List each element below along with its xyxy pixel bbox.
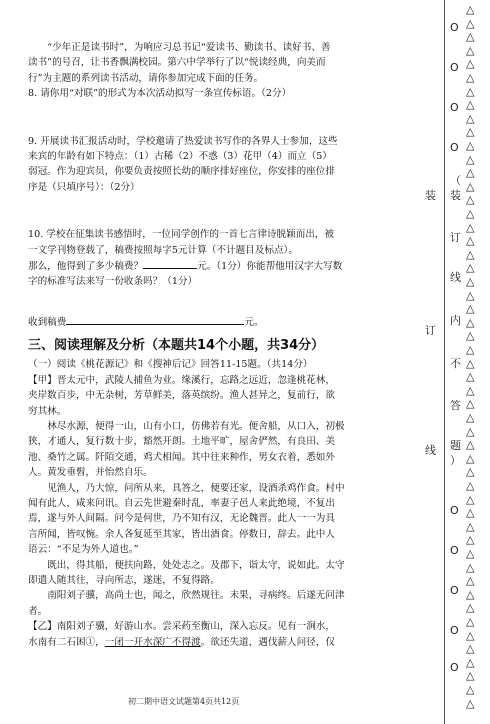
triangle-mark: △ — [466, 465, 475, 478]
triangle-mark: △ — [466, 574, 475, 587]
triangle-mark: △ — [466, 98, 475, 111]
fee-answer-blank[interactable] — [143, 258, 197, 269]
triangle-mark: △ — [466, 357, 475, 370]
q9-line: 弱冠。作为迎宾员，你要负责按照长幼的顺序排好座位，你安排的座位排 — [28, 166, 335, 178]
hole-mark: O — [450, 61, 459, 74]
gutter-char: （ — [450, 174, 461, 187]
triangle-mark: △ — [466, 397, 475, 410]
passage-line: 水南有二石困①，一闭一开水深广不得渡。欲还失道，遇伐薪人问径，仅 — [28, 636, 335, 648]
question-10 — [28, 227, 410, 290]
subsection-title: （一）阅读《桃花源记》和《搜神后记》回答11-15题。（共14分） — [28, 359, 313, 371]
triangle-mark: △ — [466, 629, 475, 642]
passage-line: 【甲】晋太元中，武陵人捕鱼为业。缘溪行，忘路之远近，忽逢桃花林， — [28, 374, 335, 386]
receipt-line: 收到稿费 元。 — [28, 314, 410, 330]
triangle-mark: △ — [466, 193, 475, 206]
q9-line: 序是（只填序号）：（2分） — [28, 181, 140, 193]
passage-jia — [28, 373, 410, 620]
hole-mark: O — [450, 661, 459, 674]
hole-mark: O — [450, 101, 459, 114]
passage-line: 闻有此人，咸来问讯。自云先世避秦时乱，率妻子邑人来此绝境，不复出 — [28, 497, 335, 509]
triangle-mark: △ — [466, 85, 475, 98]
exam-content — [28, 40, 410, 650]
underlined-sentence: 一闭一开水深广不得渡 — [104, 636, 201, 648]
question-8: 8. 请你用“对联”的形式为本次活动拟写一条宣传标语。（2分） — [28, 88, 292, 100]
gutter-char: 装 — [425, 189, 436, 202]
passage-line: 狭，才通人，复行数十步，豁然开朗。土地平旷，屋舍俨然，有良田、美 — [28, 436, 335, 448]
q10-line: 字的标准写法来写一份收条吗？（1分） — [28, 276, 198, 288]
triangle-mark: △ — [466, 533, 475, 546]
triangle-mark: △ — [466, 166, 475, 179]
q9-line: 9. 开展读书汇报活动时，学校邀请了热爱读书写作的各界人士参加，这些 — [28, 135, 338, 147]
passage-line: 语云：“不足为外人道也。” — [28, 544, 139, 556]
triangle-mark: △ — [466, 370, 475, 383]
q10-line: 那么，他得到了多少稿费？ 元。（1分）你能帮他用汉字大写数 — [28, 258, 410, 274]
triangle-mark: △ — [466, 493, 475, 506]
triangle-mark: △ — [466, 520, 475, 533]
passage-line: 焉，遂与外人间隔。问今是何世，乃不知有汉，无论魏晋。此人一一为具 — [28, 513, 335, 525]
gutter-char: 线 — [450, 271, 461, 284]
passage-line: 人。黄发垂髫，并怡然自乐。 — [28, 467, 153, 479]
passage-line: 南阳刘子骥，高尚士也，闻之，欣然规往。未果，寻病终。后遂无问津 — [47, 590, 345, 602]
hole-mark: O — [450, 584, 459, 597]
triangle-mark: △ — [466, 425, 475, 438]
triangle-mark: △ — [466, 479, 475, 492]
question-9 — [28, 134, 410, 196]
triangle-mark: △ — [466, 683, 475, 696]
gutter-char: 线 — [425, 444, 436, 457]
triangle-mark: △ — [466, 180, 475, 193]
binding-line — [444, 0, 445, 724]
triangle-mark: △ — [466, 452, 475, 465]
triangle-mark: △ — [466, 615, 475, 628]
triangle-mark: △ — [466, 601, 475, 614]
hole-mark: O — [450, 141, 459, 154]
section-title: 三、阅读理解及分析（本题共14个小题，共34分） — [28, 338, 325, 354]
q10-line: 一文学刊物登载了，稿费按照每字5元计算（不计题目及标点）。 — [28, 244, 298, 256]
receipt-answer-blank[interactable] — [66, 314, 244, 325]
triangle-mark: △ — [466, 139, 475, 152]
triangle-mark: △ — [466, 642, 475, 655]
passage-line: 见渔人，乃大惊，问所从来，具答之，便要还家，设酒杀鸡作食。村中 — [47, 482, 345, 494]
passage-line: 穷其林。 — [28, 405, 67, 417]
page-footer: 初二期中语文试题第4页共12页 — [128, 697, 240, 706]
triangle-mark: △ — [466, 71, 475, 84]
triangle-mark: △ — [466, 411, 475, 424]
gutter-char: 不 — [450, 357, 461, 370]
triangle-mark: △ — [466, 669, 475, 682]
triangle-mark: △ — [466, 3, 475, 16]
triangle-mark: △ — [466, 384, 475, 397]
passage-line: 林尽水源，便得一山，山有小口，仿佛若有光。便舍船，从口入，初极 — [47, 420, 345, 432]
hole-mark: O — [450, 624, 459, 637]
gutter-char: 内 — [450, 314, 461, 327]
triangle-mark: △ — [466, 261, 475, 274]
triangle-mark: △ — [466, 275, 475, 288]
intro-line: “少年正是读书时”，为响应习总书记“爱读书、勤读书、读好书、善 — [47, 42, 331, 53]
intro-line: 读书”的号召，让书香飘满校园。第六中学举行了以“悦读经典，向美而 — [28, 57, 326, 69]
triangle-mark: △ — [466, 112, 475, 125]
triangle-mark: △ — [466, 302, 475, 315]
passage-line: 既出，得其船，便扶向路，处处志之。及郡下，诣太守，说如此。太守 — [47, 559, 345, 571]
triangle-mark: △ — [466, 207, 475, 220]
gutter-char: 答 — [450, 399, 461, 412]
passage-line: 者。 — [28, 605, 48, 617]
triangle-mark: △ — [466, 697, 475, 710]
triangle-mark: △ — [466, 153, 475, 166]
triangle-mark: △ — [466, 289, 475, 302]
triangle-mark: △ — [466, 506, 475, 519]
q10-line: 10. 学校在征集读书感悟时，一位同学创作的一首七言律诗脱颖而出，被 — [28, 229, 335, 241]
triangle-mark: △ — [466, 316, 475, 329]
passage-line: 池、桑竹之属。阡陌交通，鸡犬相闻。其中往来种作，男女衣着，悉如外 — [28, 451, 335, 463]
gutter-char: 订 — [450, 231, 461, 244]
triangle-mark: △ — [466, 343, 475, 356]
triangle-mark: △ — [466, 234, 475, 247]
hole-mark: O — [450, 504, 459, 517]
triangle-mark: △ — [466, 44, 475, 57]
passage-line: 【乙】南阳刘子骥，好游山水。尝采药至衡山，深入忘反。见有一涧水， — [28, 621, 335, 633]
passage-line: 言所闻，皆叹惋。余人各复延至其家，皆出酒食。停数日，辞去。此中人 — [28, 528, 335, 540]
hole-mark: O — [450, 544, 459, 557]
gutter-char: 题 — [450, 439, 461, 452]
triangle-mark: △ — [466, 125, 475, 138]
gutter-char: 装 — [450, 189, 461, 202]
triangle-mark: △ — [466, 588, 475, 601]
triangle-mark: △ — [466, 561, 475, 574]
passage-yi — [28, 619, 410, 650]
hole-mark: O — [450, 21, 459, 34]
q9-line: 来宾的年龄有如下特点：（1）古稀（2）不惑（3）花甲（4）而立（5） — [28, 151, 332, 163]
intro-line: 行”为主题的系列读书活动，请你参加完成下面的任务。 — [28, 72, 264, 84]
triangle-mark: △ — [466, 30, 475, 43]
triangle-mark: △ — [466, 547, 475, 560]
triangle-mark: △ — [466, 248, 475, 261]
triangle-mark: △ — [466, 438, 475, 451]
triangle-mark: △ — [466, 329, 475, 342]
triangle-mark: △ — [466, 656, 475, 669]
triangle-mark: △ — [466, 17, 475, 30]
gutter-char: ） — [450, 454, 461, 467]
triangle-mark: △ — [466, 221, 475, 234]
passage-line: 即遣人随其往，寻向所志，遂迷，不复得路。 — [28, 574, 220, 586]
gutter-char: 订 — [425, 324, 436, 337]
triangle-mark: △ — [466, 57, 475, 70]
passage-line: 夹岸数百步，中无杂树，芳草鲜美，落英缤纷。渔人甚异之，复前行，欲 — [28, 390, 335, 402]
